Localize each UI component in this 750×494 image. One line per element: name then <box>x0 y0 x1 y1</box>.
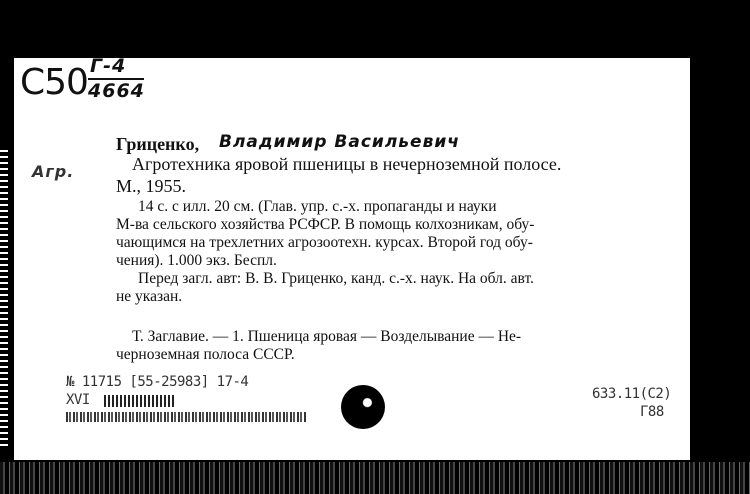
collation-line-1: 14 с. с илл. 20 см. (Глав. упр. с.-х. пропаганды и науки <box>138 198 497 215</box>
collation-line-3: чающимся на трехлетних агрозоотехн. курсах. Второй год обу- <box>116 234 533 251</box>
note-line-2: не указан. <box>116 288 183 305</box>
footer-author-mark: Г88 <box>640 404 664 420</box>
author-given-names-handwritten: Владимир Васильевич <box>219 132 460 152</box>
footer-accession-line: № 11715 [55-25983] 17-4 <box>66 374 249 390</box>
classmark-fraction-bottom: 4664 <box>88 80 145 102</box>
collation-line-2: М-ва сельского хозяйства РСФСР. В помощь колхозникам, обу- <box>116 216 535 233</box>
tracings-line-1: Т. Заглавие. — 1. Пшеница яровая — Возделывание — Не- <box>132 328 522 345</box>
classmark-number: С50 <box>20 62 88 103</box>
collation-line-4: чения). 1.000 экз. Беспл. <box>116 252 277 269</box>
author-surname: Гриценко, <box>116 134 200 154</box>
margin-note: Агр. <box>32 162 75 181</box>
note-line-1: Перед загл. авт: В. В. Гриценко, канд. с.-х. наук. На обл. авт. <box>138 270 534 287</box>
title-line-1: Агротехника яровой пшеницы в нечерноземной полосе. <box>132 154 562 174</box>
scan-edge-left <box>0 150 8 450</box>
punch-hole-stamp <box>341 385 385 429</box>
footer-smudge-line-3 <box>66 412 306 422</box>
title-line-2: М., 1955. <box>116 176 187 196</box>
catalog-card <box>14 58 690 460</box>
footer-udc-number: 633.11(С2) <box>592 386 672 402</box>
tracings-line-2: черноземная полоса СССР. <box>116 346 295 363</box>
scan-edge-bottom <box>0 462 750 494</box>
classmark-fraction-top: Г-4 <box>90 58 127 77</box>
footer-left-line-2: XVI <box>66 392 90 408</box>
footer-smudge-block <box>104 395 174 407</box>
